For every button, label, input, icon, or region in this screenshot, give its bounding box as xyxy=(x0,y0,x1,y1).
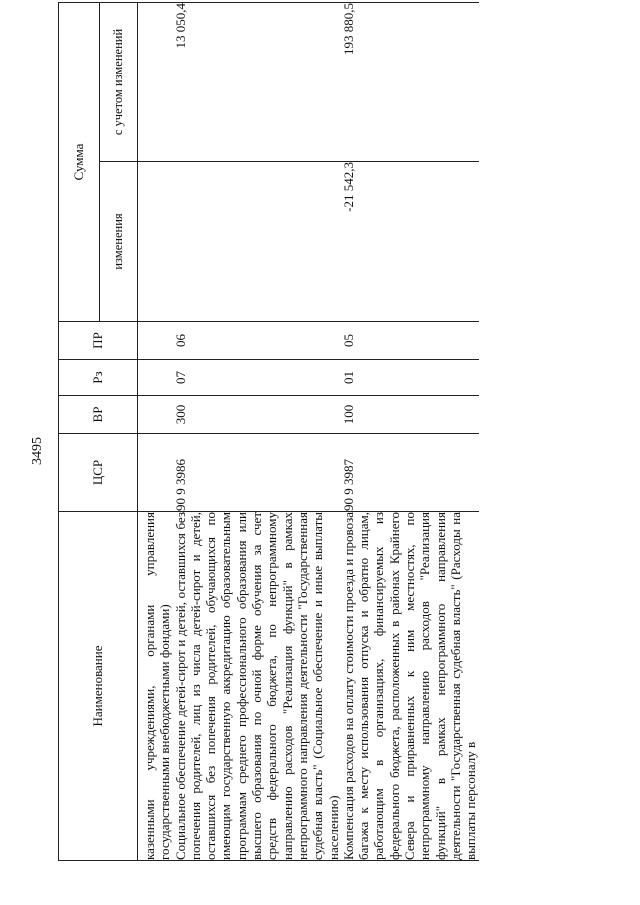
row-vr: 300 xyxy=(173,396,341,434)
row-change xyxy=(173,162,341,322)
row-name: Компенсация расходов на оплату стоимости проезда и провоза багажа к месту использования отпуска и обратно лицам, работающим в организациях, финансируемых из федерального бюджета, расположенных в районах Крайнего Севера и приравненных к ним местностях, по непрограммному направлению расходов "Реализация функций" в рамках непрограммного направления деятельности "Государственная судебная власть" (Расходы на выплаты персоналу в xyxy=(340,512,479,860)
row-total: 193 880,5 xyxy=(341,3,479,162)
row-pr xyxy=(138,322,173,360)
row-name: казенными учреждениями, органами управления государственными внебюджетными фондами) xyxy=(138,512,173,861)
table-row xyxy=(173,3,341,861)
row-csr xyxy=(138,434,173,512)
row-rz: 07 xyxy=(173,360,341,396)
row-total xyxy=(138,3,173,162)
table-row xyxy=(138,3,173,861)
page-number: 3495 xyxy=(30,437,45,465)
header-with-changes: с учетом изменений xyxy=(100,3,138,162)
row-rz: 01 xyxy=(341,360,479,396)
header-change: изменения xyxy=(100,162,138,322)
budget-table xyxy=(58,2,479,861)
row-name: Социальное обеспечение детей-сирот и детей, оставшихся без попечения родителей, лиц из числа детей-сирот и детей, оставшихся без попечения родителей, обучающихся по имеющим государственную аккредитацию образовательным программам среднего профессионального образования или высшего образования по очной форме обучения за счет средств федерального бюджета, по непрограммному направлению расходов "Реализация функций" в рамках непрограммного направления деятельности "Государственная судебная власть" (Социальное обеспечение и иные выплаты населению) xyxy=(172,512,341,860)
row-change: -21 542,3 xyxy=(341,162,479,322)
row-change xyxy=(138,162,173,322)
row-csr: 90 9 3987 xyxy=(341,434,479,512)
header-csr: ЦСР xyxy=(59,434,138,512)
row-vr xyxy=(138,396,173,434)
header-name: Наименование xyxy=(59,512,138,861)
header-vr: ВР xyxy=(59,396,138,434)
row-total: 13 050,4 xyxy=(173,3,341,162)
row-vr: 100 xyxy=(341,396,479,434)
header-rz: Рз xyxy=(59,360,138,396)
header-pr: ПР xyxy=(59,322,138,360)
row-rz xyxy=(138,360,173,396)
row-pr: 06 xyxy=(173,322,341,360)
row-pr: 05 xyxy=(341,322,479,360)
row-csr: 90 9 3986 xyxy=(173,434,341,512)
header-sum: Сумма xyxy=(59,3,100,322)
table-row xyxy=(341,3,479,861)
